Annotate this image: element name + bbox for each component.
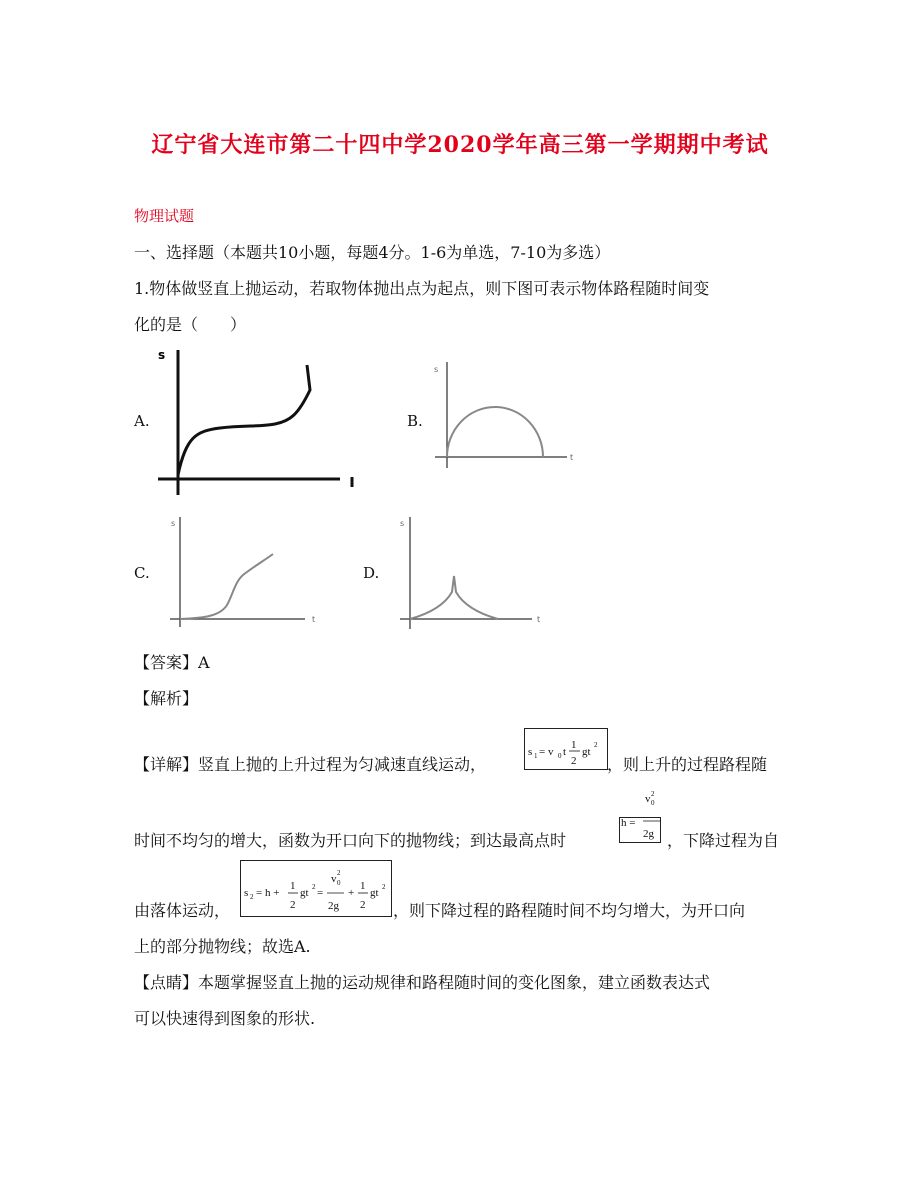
detail-seg3: 时间不均匀的增大，函数为开口向下的抛物线；到达最高点时 [134,831,567,850]
option-b-axis-x-label: t [570,453,574,462]
detail-seg5: 由落体运动， [134,901,231,920]
option-d-axis-x-label: t [537,615,541,624]
comment-line1: 【点睛】本题掌握竖直上抛的运动规律和路程随时间的变化图象，建立函数表达式 [134,973,711,992]
svg-text:=: = [317,887,324,899]
option-c-axis-x-label: t [312,615,316,624]
svg-text:2: 2 [594,741,598,749]
option-a-axis-y-label: s [158,348,166,362]
svg-text:v: v [645,793,651,805]
formula-s2 [240,860,392,918]
svg-text:s: s [244,887,249,899]
detail-seg2: ，则上升的过程路程随 [607,755,768,774]
svg-text:t: t [563,746,567,758]
question-text-line2: 化的是（ ） [134,315,247,334]
question-text-line1: 1.物体做竖直上抛运动，若取物体抛出点为起点，则下图可表示物体路程随时间变 [134,279,710,298]
option-c-graph [165,512,325,630]
svg-text:2g: 2g [328,900,339,912]
svg-text:gt: gt [300,887,309,899]
svg-text:gt: gt [582,746,591,758]
option-c-label: C. [134,564,150,582]
detail-seg6: ，则下降过程的路程随时间不均匀增大，为开口向 [393,901,746,920]
svg-text:= v: = v [539,746,554,758]
svg-text:0: 0 [337,879,341,887]
analysis-header: 【解析】 [134,689,199,708]
option-a-curve [178,365,310,475]
svg-text:s: s [528,746,533,758]
svg-text:v: v [331,873,337,885]
option-c-axis-y-label: s [171,519,176,528]
option-b-graph [425,360,585,472]
option-b-axis-y-label: s [434,365,439,374]
page-title: 辽宁省大连市第二十四中学2020学年高三第一学期期中考试 [151,132,769,158]
comment-line2: 可以快速得到图象的形状. [134,1009,316,1028]
detail-seg1: 【详解】竖直上抛的上升过程为匀减速直线运动， [134,755,487,774]
option-a-graph [150,345,360,500]
option-d-label: D. [363,564,380,582]
svg-text:1: 1 [360,880,366,892]
option-b-label: B. [407,412,423,430]
svg-text:gt: gt [370,887,379,899]
svg-text:0: 0 [558,752,562,760]
subject-label: 物理试题 [134,207,195,225]
svg-text:2g: 2g [643,828,654,840]
section-heading: 一、选择题（本题共10小题，每题4分。1-6为单选，7-10为多选） [134,243,611,262]
svg-text:2: 2 [337,869,341,877]
option-d-axis-y-label: s [400,519,405,528]
formula-s1 [524,728,608,770]
svg-text:= h +: = h + [256,887,280,899]
option-d-graph [394,512,554,630]
svg-text:2: 2 [290,899,296,911]
detail-seg4: ，下降过程为自 [667,831,780,850]
option-c-curve [180,554,273,619]
svg-text:2: 2 [382,883,386,891]
svg-text:h =: h = [621,817,636,829]
svg-text:1: 1 [290,880,296,892]
answer-line: 【答案】A [134,653,210,672]
svg-text:+: + [348,887,355,899]
svg-text:2: 2 [571,755,577,767]
option-b-curve [447,407,543,457]
svg-text:2: 2 [360,899,366,911]
svg-text:2: 2 [312,883,316,891]
formula-h [619,790,667,844]
svg-text:0: 0 [651,799,655,807]
option-d-curve [410,576,498,619]
svg-text:1: 1 [534,752,538,760]
option-a-label: A. [134,412,150,430]
svg-text:2: 2 [250,893,254,901]
svg-text:2: 2 [651,790,655,798]
svg-text:1: 1 [571,739,577,751]
detail-seg7: 上的部分抛物线；故选A. [134,937,311,956]
